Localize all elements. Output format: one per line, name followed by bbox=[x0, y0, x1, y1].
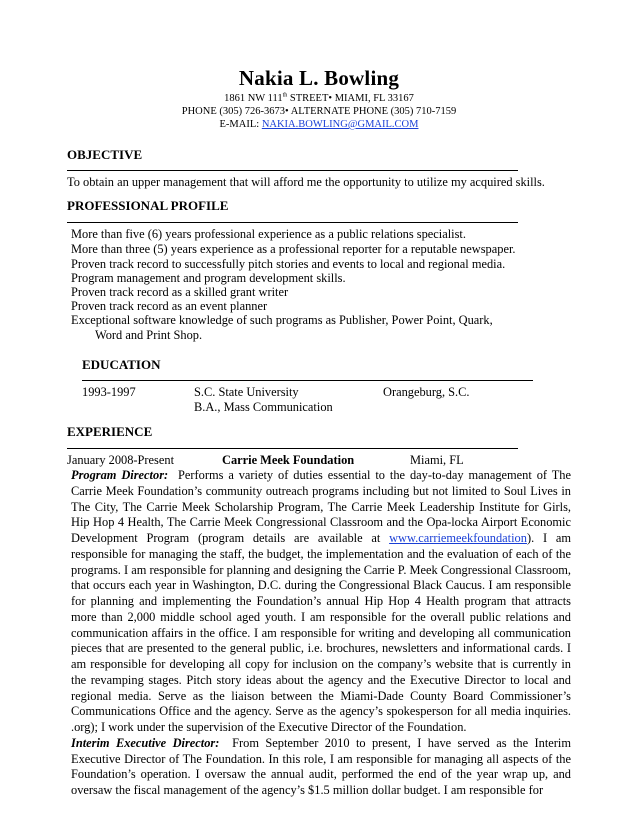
profile-item: Word and Print Shop. bbox=[95, 328, 203, 342]
experience-description bbox=[71, 468, 571, 799]
objective-text: To obtain an upper management that will afford me the opportunity to utilize my acquired skills. bbox=[67, 175, 545, 189]
interim-director-paragraph: Interim Executive Director: From September 2010 to present, I have served as the Interim Executive Director of The Foundation. In this role, I am responsible for managing all aspects of the Foundation’s operation. I oversaw the annual audit, performed the end of the year wrap up, and oversaw the fiscal management of the agency’s $1.5 million dollar budget. I am responsible for bbox=[71, 735, 571, 797]
education-degree: B.A., Mass Communication bbox=[194, 400, 333, 414]
email-line: E-MAIL: NAKIA.BOWLING@GMAIL.COM bbox=[219, 119, 419, 130]
education-rule bbox=[82, 380, 533, 381]
education-years: 1993-1997 bbox=[82, 385, 136, 399]
role-title: Program Director: bbox=[71, 468, 169, 482]
profile-item: Proven track record as a skilled grant writer bbox=[71, 285, 289, 299]
experience-rule bbox=[67, 448, 518, 449]
experience-location: Miami, FL bbox=[410, 453, 464, 467]
experience-dates: January 2008-Present bbox=[67, 453, 175, 467]
phone-line: PHONE (305) 726-3673• ALTERNATE PHONE (305) 710-7159 bbox=[181, 106, 457, 117]
profile-item: Exceptional software knowledge of such programs as Publisher, Power Point, Quark, bbox=[71, 313, 493, 327]
profile-item: More than three (5) years experience as a professional reporter for a reputable newspaper. bbox=[71, 242, 516, 256]
profile-item: Program management and program development skills. bbox=[71, 271, 346, 285]
profile-item: More than five (6) years professional experience as a public relations specialist. bbox=[71, 227, 466, 241]
education-location: Orangeburg, S.C. bbox=[383, 385, 470, 399]
education-school: S.C. State University bbox=[194, 385, 299, 399]
resume-name: Nakia L. Bowling bbox=[238, 66, 400, 90]
role-title: Interim Executive Director: bbox=[71, 735, 220, 750]
profile-rule bbox=[67, 222, 518, 223]
program-director-paragraph: Program Director: Performs a variety of duties essential to the day-to-day management of The Carrie Meek Foundation’s community outreach programs including but not limited to Soul Lives in The City, The Carrie Meek Scholarship Program, The Carrie Meek Leadership Institute for Girls, Hip Hop 4 Health, The Carrie Meek Congressional Classroom and the Opa-locka Airport Economic Development Program (program details are available at www.carriemeekfoundation). I am responsible for managing the staff, the budget, the implementation and the evaluation of each of the programs. I am responsible for planning and designing the Carrie P. Meek Congressional Classroom, that occurs each year in Washington, D.C. during the Congressional Black Caucus. I am responsible for planning and implementing the Foundation’s annual Hip Hop 4 Health program that attracts more than 2,000 middle school aged youth. I am responsible for the overall public relations and communication affairs in the office. I am responsible for writing and developing all communication pieces that are presented to the general public, i.e. brochures, newsletters and informational cards. I am responsible for developing all copy for inclusion on the company’s website that is currently in the revamping stages. Pitch story ideas about the agency and the Executive Director to local and regional media. Serve as the liaison between the Miami-Dade County Board Commissioner’s Communications Office and the agency. Serve as the agency’s spokesperson for all media inquiries. .org); I work under the supervision of the Executive Director of the Foundation. bbox=[71, 468, 572, 734]
experience-org: Carrie Meek Foundation bbox=[222, 453, 355, 467]
objective-rule bbox=[67, 170, 518, 171]
profile-item: Proven track record as an event planner bbox=[71, 299, 268, 313]
address-line: 1861 NW 111th STREET• MIAMI, FL 33167 bbox=[224, 92, 414, 104]
objective-heading: OBJECTIVE bbox=[67, 147, 143, 162]
profile-heading: PROFESSIONAL PROFILE bbox=[67, 198, 229, 213]
profile-item: Proven track record to successfully pitch stories and events to local and regional media. bbox=[71, 257, 506, 271]
email-link[interactable]: NAKIA.BOWLING@GMAIL.COM bbox=[261, 119, 419, 130]
foundation-link[interactable]: www.carriemeekfoundation bbox=[389, 531, 527, 545]
experience-heading: EXPERIENCE bbox=[67, 424, 153, 439]
education-heading: EDUCATION bbox=[82, 357, 161, 372]
